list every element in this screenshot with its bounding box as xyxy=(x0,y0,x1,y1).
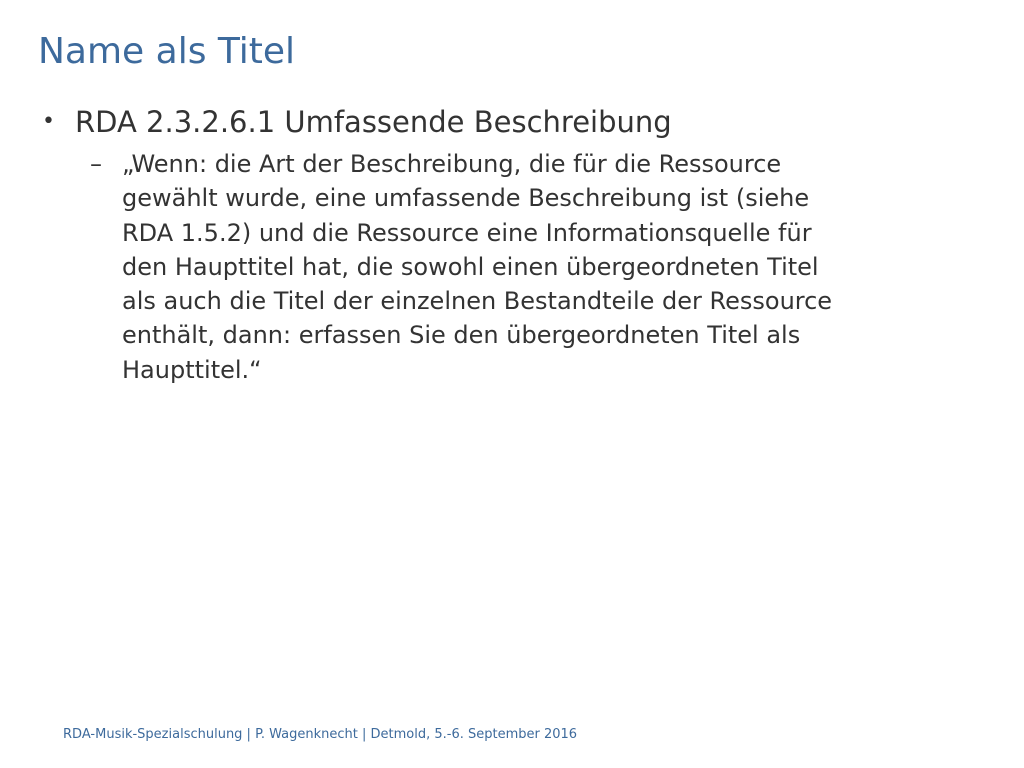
bullet-text: RDA 2.3.2.6.1 Umfassende Beschreibung xyxy=(75,105,672,139)
quote-line: enthält, dann: erfassen Sie den übergeordneten Titel als xyxy=(122,321,801,350)
quote-line: den Haupttitel hat, die sowohl einen übergeordneten Titel xyxy=(122,252,819,281)
quote-line: „Wenn: die Art der Beschreibung, die für die Ressource xyxy=(122,150,782,178)
quote-line: Haupttitel.“ xyxy=(122,355,262,384)
quote-line: gewählt wurde, eine umfassende Beschreibung ist (siehe xyxy=(122,184,810,213)
quote-line: RDA 1.5.2) und die Ressource eine Informationsquelle für xyxy=(122,218,812,247)
bullet-marker: • xyxy=(42,109,55,134)
quote-line: als auch die Titel der einzelnen Bestandteile der Ressource xyxy=(122,287,833,316)
sub-bullet-marker: – xyxy=(90,150,102,178)
slide-title: Name als Titel xyxy=(38,31,296,72)
quote-text xyxy=(122,147,962,387)
slide-footer: RDA-Musik-Spezialschulung | P. Wagenknecht | Detmold, 5.-6. September 2016 xyxy=(63,727,578,742)
